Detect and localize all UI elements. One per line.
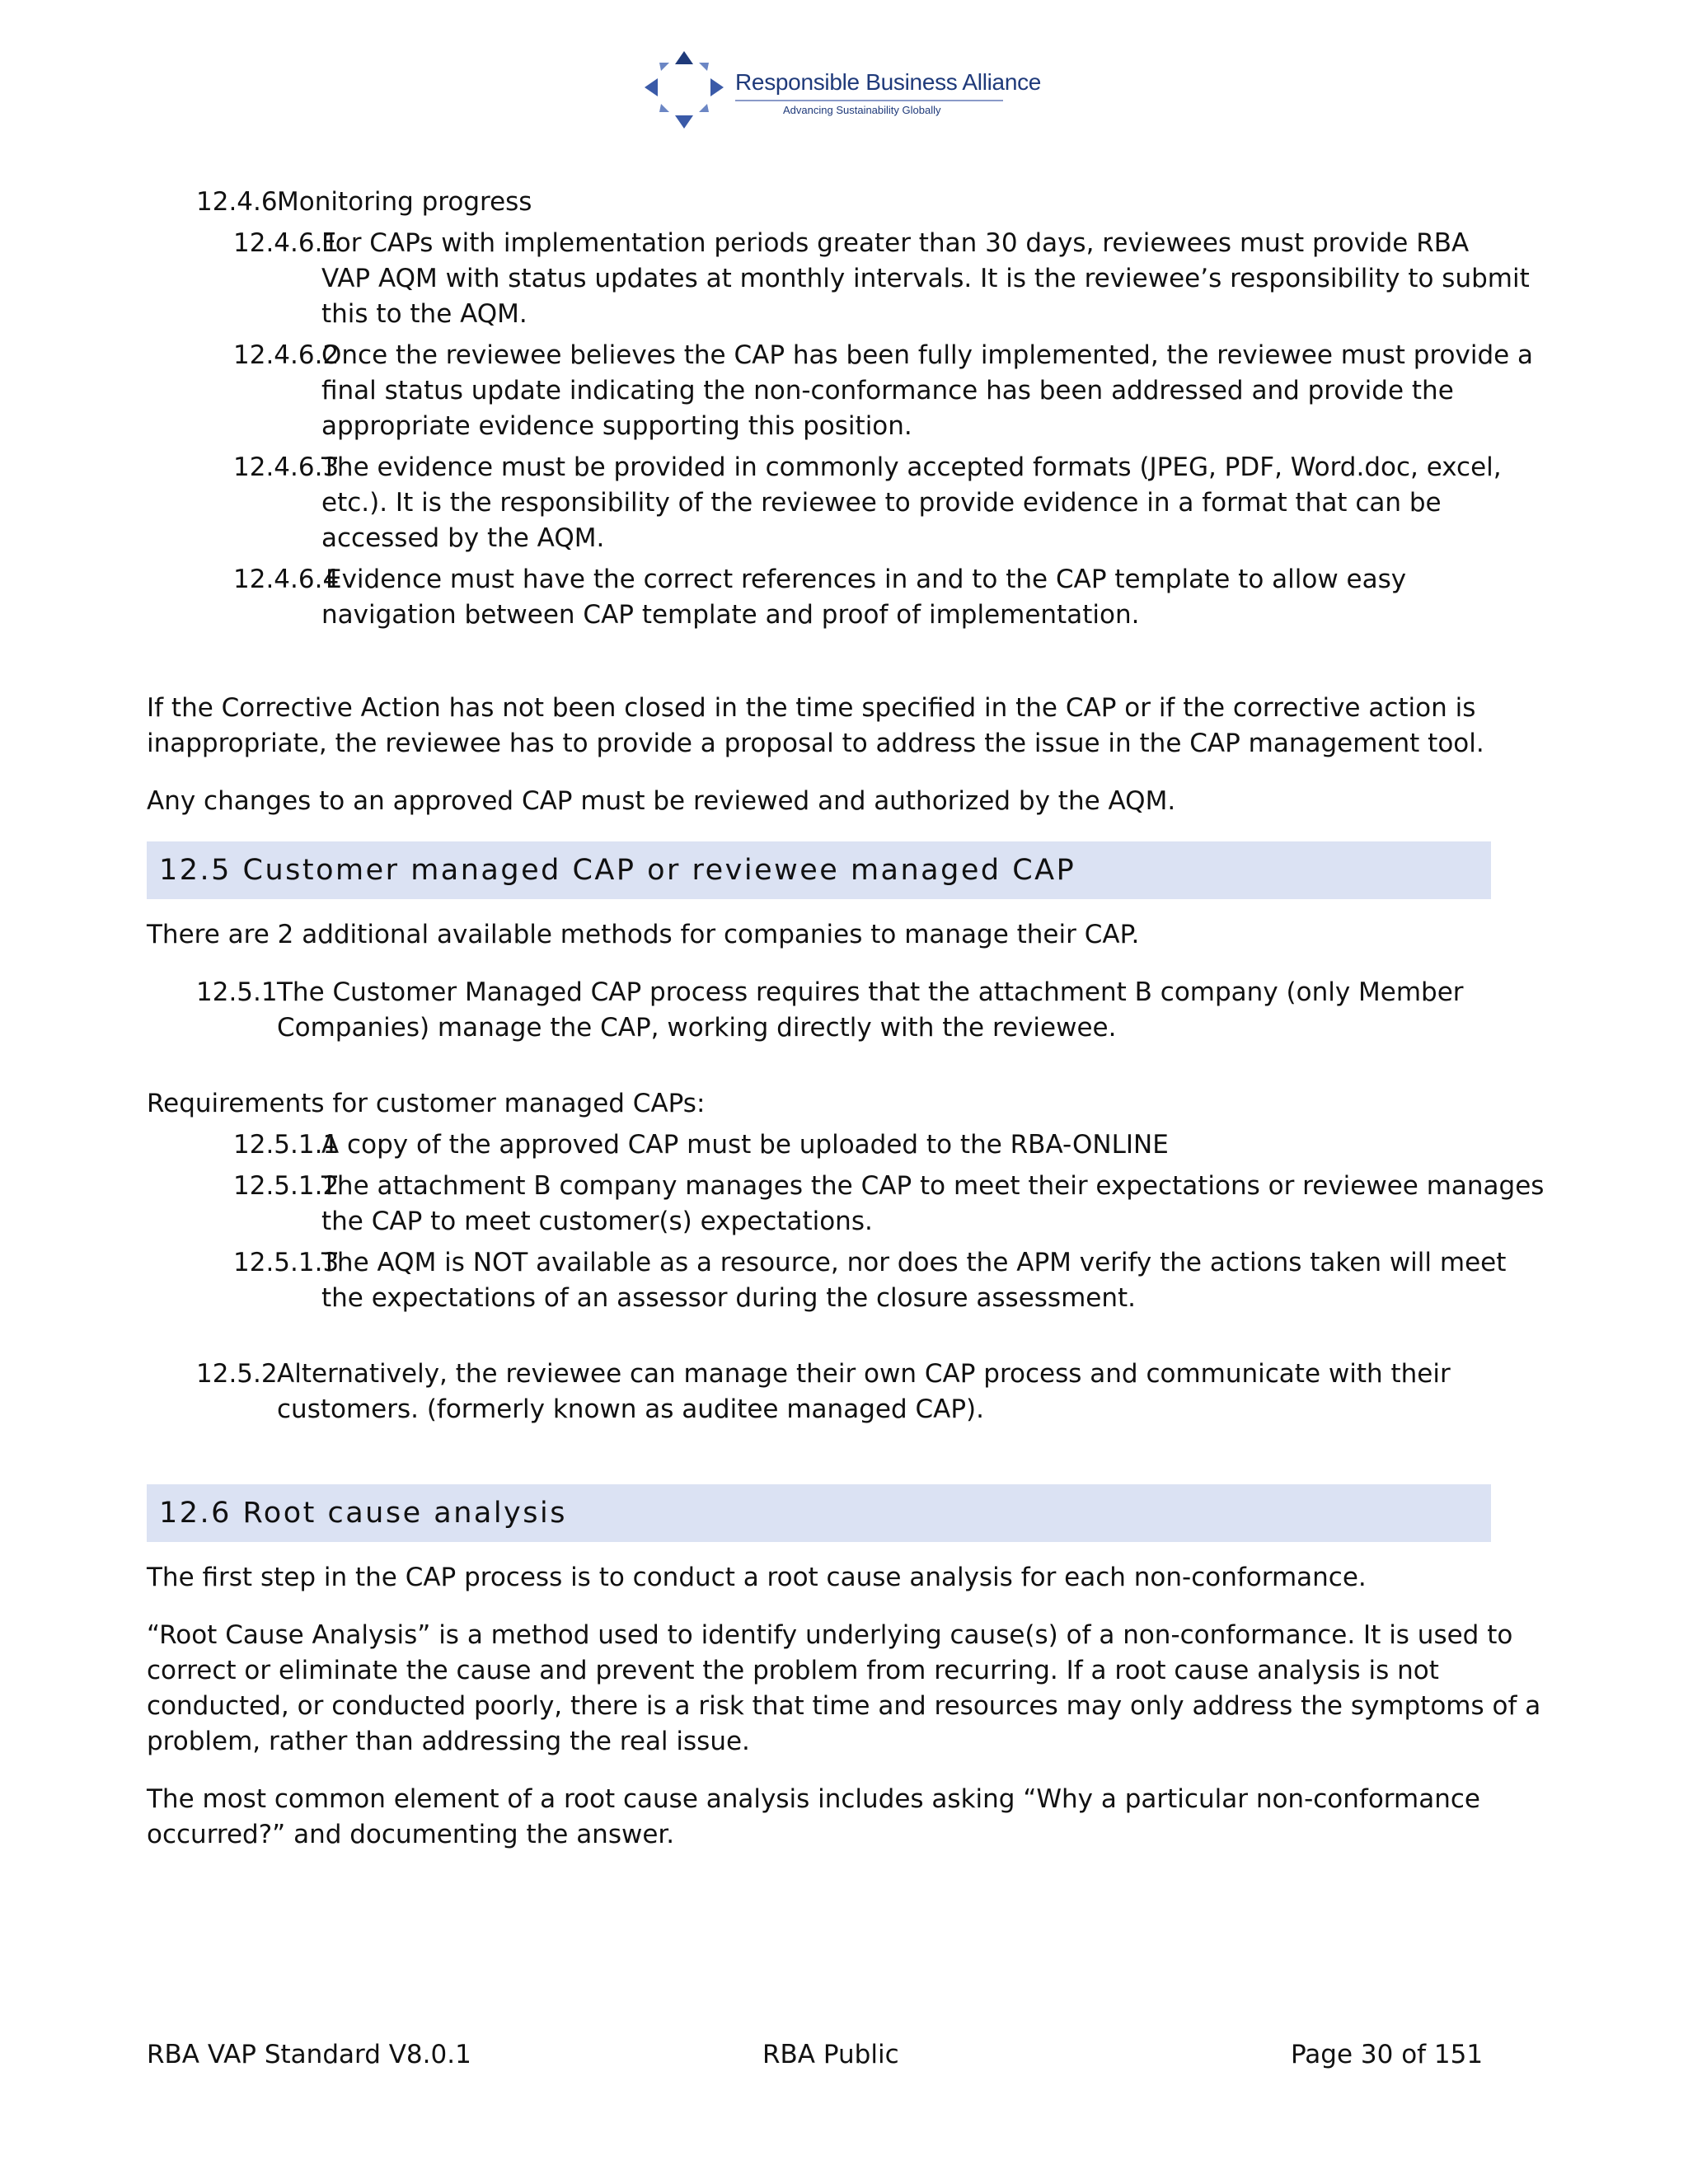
paragraph: “Root Cause Analysis” is a method used to identify underlying cause(s) of a non-conformance. It is used to: [147, 1620, 1513, 1650]
item-text: the expectations of an assessor during the closure assessment.: [321, 1283, 1137, 1313]
section-title: Monitoring progress: [277, 187, 532, 217]
section-heading: 12.6 Root cause analysis: [159, 1497, 567, 1530]
item-text: A copy of the approved CAP must be uploaded to the RBA-ONLINE: [321, 1130, 1169, 1160]
paragraph: If the Corrective Action has not been closed in the time specified in the CAP or if the corrective action is: [147, 693, 1476, 723]
item-number: 12.4.6.2: [233, 340, 340, 370]
logo-name: Responsible Business Alliance: [735, 69, 1042, 95]
item-number: 12.4.6.4: [233, 565, 340, 594]
paragraph: There are 2 additional available methods for companies to manage their CAP.: [147, 920, 1140, 949]
item-text: The AQM is NOT available as a resource, nor does the APM verify the actions taken will meet: [321, 1248, 1507, 1277]
item-text: this to the AQM.: [321, 299, 528, 329]
item-text: Once the reviewee believes the CAP has been fully implemented, the reviewee must provide a: [321, 340, 1534, 370]
paragraph: Any changes to an approved CAP must be reviewed and authorized by the AQM.: [147, 786, 1176, 816]
paragraph: occurred?” and documenting the answer.: [147, 1820, 675, 1849]
section-heading-band: [147, 841, 1491, 899]
section-heading-band: [147, 1484, 1491, 1542]
item-number: 12.5.2: [196, 1359, 278, 1389]
footer-left: RBA VAP Standard V8.0.1: [147, 2040, 471, 2069]
paragraph: The most common element of a root cause analysis includes asking “Why a particular non-conformance: [147, 1784, 1480, 1814]
item-number: 12.5.1.1: [233, 1130, 340, 1160]
item-text: VAP AQM with status updates at monthly intervals. It is the reviewee’s responsibility to submit: [321, 264, 1530, 293]
item-text: The attachment B company manages the CAP to meet their expectations or reviewee manages: [321, 1171, 1545, 1201]
item-number: 12.5.1.3: [233, 1248, 340, 1277]
paragraph: inappropriate, the reviewee has to provide a proposal to address the issue in the CAP management tool.: [147, 729, 1484, 758]
item-number: 12.4.6.1: [233, 228, 340, 258]
section-heading: 12.5 Customer managed CAP or reviewee managed CAP: [159, 854, 1076, 887]
paragraph: correct or eliminate the cause and prevent the problem from recurring. If a root cause analysis is not: [147, 1656, 1439, 1685]
item-text: Alternatively, the reviewee can manage their own CAP process and communicate with their: [277, 1359, 1451, 1389]
item-text: appropriate evidence supporting this position.: [321, 411, 912, 441]
footer-center: RBA Public: [762, 2040, 899, 2069]
paragraph: The first step in the CAP process is to conduct a root cause analysis for each non-conformance.: [147, 1563, 1367, 1592]
item-text: etc.). It is the responsibility of the reviewee to provide evidence in a format that can be: [321, 488, 1442, 518]
item-text: navigation between CAP template and proof of implementation.: [321, 600, 1140, 630]
rba-logo: [643, 49, 1042, 132]
logo-tagline: Advancing Sustainability Globally: [783, 104, 941, 116]
footer-page-number: Page 30 of 151: [1291, 2040, 1484, 2069]
item-number: 12.5.1.2: [233, 1171, 340, 1201]
paragraph: problem, rather than addressing the real issue.: [147, 1727, 750, 1756]
requirements-title: Requirements for customer managed CAPs:: [147, 1089, 706, 1118]
item-text: final status update indicating the non-conformance has been addressed and provide the: [321, 376, 1454, 405]
item-text: the CAP to meet customer(s) expectations.: [321, 1207, 873, 1236]
section-number: 12.4.6: [196, 187, 278, 217]
item-text: For CAPs with implementation periods greater than 30 days, reviewees must provide RBA: [321, 228, 1470, 258]
item-number: 12.5.1: [196, 977, 278, 1007]
item-text: customers. (formerly known as auditee managed CAP).: [277, 1394, 984, 1424]
item-number: 12.4.6.3: [233, 452, 340, 482]
item-text: accessed by the AQM.: [321, 523, 605, 553]
item-text: Companies) manage the CAP, working directly with the reviewee.: [277, 1013, 1117, 1043]
item-text: The Customer Managed CAP process requires that the attachment B company (only Member: [277, 977, 1464, 1007]
item-text: Evidence must have the correct references in and to the CAP template to allow easy: [326, 565, 1407, 594]
paragraph: conducted, or conducted poorly, there is a risk that time and resources may only address the symptoms of a: [147, 1691, 1541, 1721]
logo-rule: [735, 100, 1003, 101]
rba-logo-mark-icon: [643, 49, 725, 132]
item-text: The evidence must be provided in commonly accepted formats (JPEG, PDF, Word.doc, excel,: [321, 452, 1502, 482]
